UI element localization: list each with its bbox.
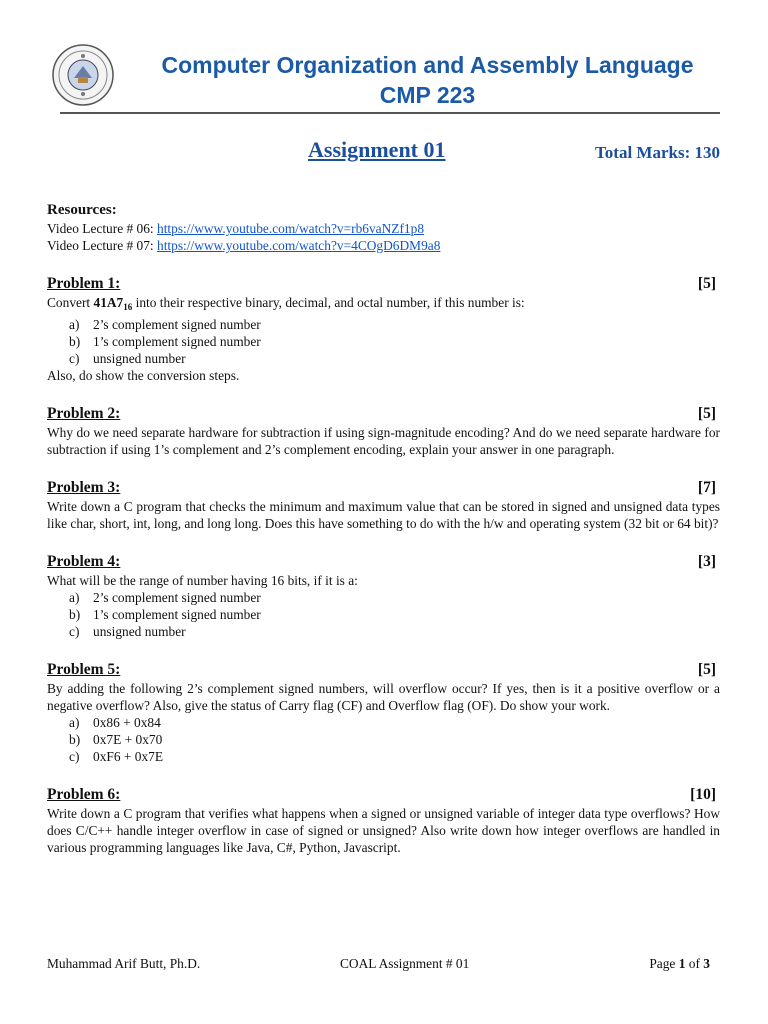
problem-heading [47, 553, 720, 571]
problem-marks: [7] [697, 479, 716, 496]
problem-marks: [10] [690, 786, 716, 803]
item-text: 2’s complement signed number [93, 590, 261, 605]
problem-text-post: into their respective binary, decimal, and octal number, if this number is: [132, 295, 525, 310]
problem-heading [47, 479, 720, 497]
resources-section [47, 202, 720, 254]
problem-6 [47, 786, 720, 856]
problem-marks: [5] [697, 661, 716, 678]
list-item [47, 714, 720, 731]
university-logo-icon [52, 44, 114, 106]
item-label: c) [69, 351, 80, 366]
resource-line [47, 237, 720, 254]
page-total: 3 [703, 956, 710, 971]
item-text: 0x7E + 0x70 [93, 732, 163, 747]
item-label: c) [69, 624, 80, 639]
problem-note: Also, do show the conversion steps. [47, 368, 240, 383]
problem-title: Problem 5: [47, 661, 121, 678]
problem-text: By adding the following 2’s complement signed numbers, will overflow occur? If yes, then is it a positive overflow or a negative overflow? Also, give the status of Carry flag (CF) and Overflow flag (OF). Do show your work. [47, 681, 720, 713]
problem-items [47, 316, 720, 367]
course-code: CMP 223 [379, 82, 476, 108]
problem-title: Problem 6: [47, 786, 121, 803]
problem-title: Problem 2: [47, 405, 121, 422]
footer-author: Muhammad Arif Butt, Ph.D. [47, 956, 201, 971]
resource-label: Video Lecture # 07: [47, 238, 158, 253]
page-of: of [685, 956, 704, 971]
number-base: 16 [123, 302, 133, 312]
problem-text-pre: Convert [47, 295, 94, 310]
assignment-body [47, 202, 720, 856]
item-text: 2’s complement signed number [93, 317, 261, 332]
item-text: 0xF6 + 0x7E [93, 749, 164, 764]
total-marks: Total Marks: 130 [595, 143, 720, 162]
problem-5 [47, 661, 720, 765]
item-text: 1’s complement signed number [93, 334, 261, 349]
problem-marks: [5] [697, 405, 716, 422]
list-item [47, 731, 720, 748]
problem-2 [47, 405, 720, 458]
page-indicator [649, 956, 710, 972]
page-number: 1 [678, 956, 686, 971]
problem-text: What will be the range of number having 16 bits, if it is a: [47, 573, 358, 588]
problem-marks: [3] [697, 553, 716, 570]
item-label: a) [69, 317, 80, 332]
problem-title: Problem 4: [47, 553, 121, 570]
problem-1 [47, 275, 720, 384]
problem-3 [47, 479, 720, 532]
item-label: a) [69, 590, 80, 605]
problem-text: Why do we need separate hardware for subtraction if using sign-magnitude encoding? And do we need separate hardware for subtraction if using 1’s complement and 2’s complement encoding, explain your answer in one paragraph. [47, 425, 720, 457]
video-lecture-07-link[interactable]: https://www.youtube.com/watch?v=4COgD6DM9a8 [157, 238, 441, 253]
list-item [47, 748, 720, 765]
problem-text: Write down a C program that verifies what happens when a signed or unsigned variable of integer data type overflows? How does C/C++ handle integer overflow in case of signed or unsigned? Also write down how integer overflows are handled in various programming languages like Java, C#, Python, Javascript. [47, 806, 720, 855]
resource-line [47, 220, 720, 237]
problem-items [47, 589, 720, 640]
problem-heading [47, 786, 720, 804]
item-text: 1’s complement signed number [93, 607, 261, 622]
page-prefix: Page [649, 956, 679, 971]
problem-heading [47, 275, 720, 293]
item-label: b) [69, 607, 81, 622]
course-title: Computer Organization and Assembly Language [161, 52, 694, 78]
problem-heading [47, 661, 720, 679]
problem-title: Problem 1: [47, 275, 121, 292]
problem-text: Write down a C program that checks the minimum and maximum value that can be stored in signed and unsigned data types like char, short, int, long, and long long. Does this have something to do with the h/w and operating system (32 bit or 64 bit)? [47, 499, 720, 531]
hex-number: 41A7 [93, 295, 124, 310]
item-label: b) [69, 732, 81, 747]
assignment-title: Assignment 01 [308, 137, 446, 162]
problem-heading [47, 405, 720, 423]
list-item [47, 589, 720, 606]
problem-4 [47, 553, 720, 640]
problem-items [47, 714, 720, 765]
list-item [47, 316, 720, 333]
resource-label: Video Lecture # 06: [47, 221, 158, 236]
list-item [47, 350, 720, 367]
problem-title: Problem 3: [47, 479, 121, 496]
item-label: b) [69, 334, 81, 349]
list-item [47, 333, 720, 350]
list-item [47, 623, 720, 640]
problem-marks: [5] [697, 275, 716, 292]
item-text: 0x86 + 0x84 [93, 715, 161, 730]
problem-text [47, 294, 720, 316]
item-label: a) [69, 715, 80, 730]
page-header [50, 40, 720, 118]
header-divider [60, 112, 720, 114]
item-text: unsigned number [93, 351, 186, 366]
item-text: unsigned number [93, 624, 186, 639]
item-label: c) [69, 749, 80, 764]
resources-heading: Resources: [47, 202, 117, 218]
list-item [47, 606, 720, 623]
video-lecture-06-link[interactable]: https://www.youtube.com/watch?v=rb6vaNZf1p8 [157, 221, 425, 236]
footer-doc-name: COAL Assignment # 01 [340, 956, 470, 971]
